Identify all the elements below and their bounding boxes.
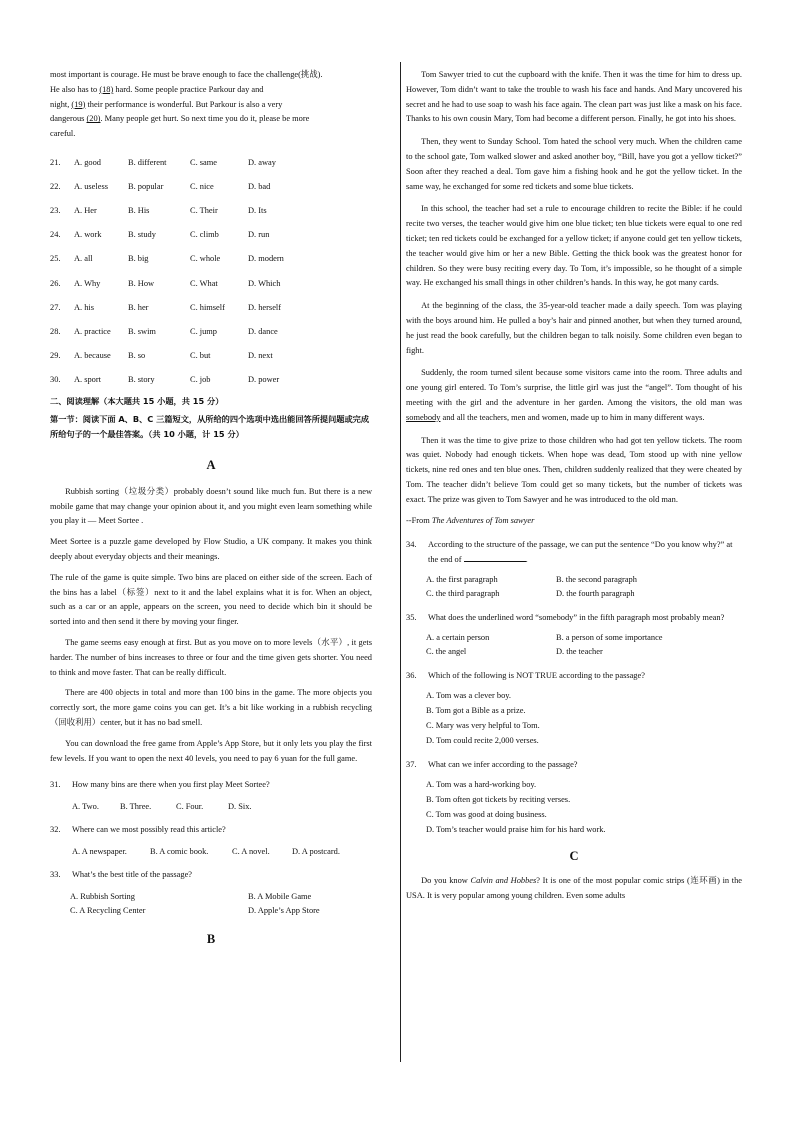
passage-a-p4: The game seems easy enough at first. But as you move on to more levels（水平）, it gets harder. The number of bins increases to three or four and the time given gets shorter. You need to think and move faster. That can be really difficult. bbox=[50, 638, 372, 677]
option[interactable]: A. Why bbox=[74, 278, 101, 288]
option[interactable]: A. sport bbox=[74, 375, 101, 385]
question-number: 29. bbox=[50, 351, 61, 361]
option[interactable]: D. herself bbox=[248, 302, 282, 312]
question-31: 31. How many bins are there when you first play Meet Sortee? A. Two. B. Three. C. Four. D. Six. bbox=[50, 778, 372, 814]
option[interactable]: C. jump bbox=[190, 326, 217, 336]
column-divider bbox=[400, 62, 401, 1062]
option[interactable]: D. dance bbox=[248, 326, 278, 336]
option[interactable]: B. A Mobile Game bbox=[248, 892, 312, 902]
option[interactable]: A. Tom was a clever boy. bbox=[426, 691, 511, 701]
option[interactable]: D. the fourth paragraph bbox=[556, 589, 635, 599]
question-number: 26. bbox=[50, 278, 61, 288]
option[interactable]: D. modern bbox=[248, 254, 284, 264]
option[interactable]: C. job bbox=[190, 375, 211, 385]
option[interactable]: C. Their bbox=[190, 205, 218, 215]
question-number: 23. bbox=[50, 205, 61, 215]
passage-b-p2: Then, they went to Sunday School. Tom hated the school very much. When the children came to the school gate, Tom walked slower and asked another boy, “Bill, have you got a yellow ticket?” Soon after they reached a deal. Tom gave him a fishing hook and he got the yellow ticket. In the same way, he exchanged for some red tickets and some blue tickets. bbox=[406, 137, 742, 191]
passage-a-letter: A bbox=[206, 457, 216, 472]
option[interactable]: B. the second paragraph bbox=[556, 575, 637, 585]
option[interactable]: B. big bbox=[128, 254, 149, 264]
option[interactable]: A. the first paragraph bbox=[426, 575, 498, 585]
option[interactable]: B. her bbox=[128, 302, 149, 312]
question-number: 24. bbox=[50, 230, 61, 240]
passage-b-source: --From The Adventures of Tom sawyer bbox=[406, 515, 535, 525]
option[interactable]: A. A newspaper. bbox=[72, 847, 127, 857]
passage-b-p1: Tom Sawyer tried to cut the cupboard with the knife. Then it was the time for him to dress up. However, Tom didn’t want to take the trouble to wash his face and hands. And Mary uncovered his secret and he had to use soap to wash his face again. The clean part was just like a mask on his face. Thanks to his own cousin Mary, Tom had become a different person. Finally, he got into his shoes. bbox=[406, 70, 742, 124]
option[interactable]: C. climb bbox=[190, 230, 219, 240]
option[interactable]: B. so bbox=[128, 351, 146, 361]
passage-a-p5: There are 400 objects in total and more than 100 bins in the game. The more objects you correctly sort, the more game coins you can get. It’s a bit like working in a rubbish recycling（回收利用）center, but it has no bad smell. bbox=[50, 688, 372, 728]
cloze-question bbox=[50, 295, 372, 319]
question-34: 34. According to the structure of the passage, we can put the sentence “Do you know why?” at the end of . A. the first paragraph B. the second paragraph C. the third paragraph D. the fourth paragraph bbox=[406, 538, 742, 601]
question-number: 27. bbox=[50, 302, 61, 312]
option[interactable]: C. himself bbox=[190, 302, 225, 312]
question-number: 30. bbox=[50, 375, 61, 385]
option[interactable]: D. Six. bbox=[228, 802, 252, 812]
option[interactable]: B. a person of some importance bbox=[556, 633, 663, 643]
passage-a-p1: Rubbish sorting（垃圾分类）probably doesn’t sound like much fun. But there is a new mobile game that may change your opinion about it, and you might even learn something while you play it — Meet Sortee . bbox=[50, 486, 372, 526]
passage-b-p6: Then it was the time to give prize to those children who had got ten yellow tickets. The room was quiet. Nobody had enough tickets. When hope was dead, Tom stood up with nine yellow tickets, nine red ones and ten blue ones. Then, children suddenly realized that they were cheated by Tom. The teacher didn’t believe Tom could get so many tickets, but the number of tickets was exact. The prize was given to Tom Sawyer and he was introduced to the old man. bbox=[406, 435, 742, 504]
option[interactable]: D. A postcard. bbox=[292, 847, 340, 857]
option[interactable]: C. Tom was good at doing business. bbox=[426, 810, 547, 820]
question-number: 28. bbox=[50, 326, 61, 336]
cloze-question bbox=[50, 343, 372, 367]
question-35: 35. What does the underlined word “somebody” in the fifth paragraph most probably mean? A. a certain person B. a person of some importance C. the angel D. the teacher bbox=[406, 611, 742, 659]
underlined-word: somebody bbox=[406, 412, 441, 422]
passage-b-p5: Suddenly, the room turned silent because some visitors came into the room. Three adults and one young girl entered. To Tom’s surprise, the little girl was just the “angel”. Tom thought of his meeting with the girl and the adventure in her garden. Among the visitors, the old man was somebody and all the teachers, men and women, made up to him in many different ways. bbox=[406, 368, 742, 422]
option[interactable]: A. his bbox=[74, 302, 95, 312]
option[interactable]: D. Tom’s teacher would praise him for his hard work. bbox=[426, 825, 606, 835]
question-number: 22. bbox=[50, 181, 61, 191]
option[interactable]: D. next bbox=[248, 351, 273, 361]
option[interactable]: B. Tom got a Bible as a prize. bbox=[426, 706, 526, 716]
option[interactable]: A. Tom was a hard-working boy. bbox=[426, 780, 537, 790]
question-33: 33. What’s the best title of the passage? A. Rubbish Sorting B. A Mobile Game C. A Recycling Center D. Apple’s App Store bbox=[50, 868, 372, 918]
cloze-question bbox=[50, 223, 372, 247]
option[interactable]: A. a certain person bbox=[426, 633, 490, 643]
option[interactable]: B. His bbox=[128, 205, 150, 215]
option[interactable]: D. Its bbox=[248, 205, 267, 215]
passage-b-letter: B bbox=[206, 932, 216, 947]
question-37: 37. What can we infer according to the passage? A. Tom was a hard-working boy. B. Tom often got tickets by reciting verses. C. Tom was good at doing business. D. Tom’s teacher would praise him for his hard work. bbox=[406, 758, 742, 837]
option[interactable]: A. Two. bbox=[72, 802, 99, 812]
section-title: 二、阅读理解（本大题共 15 小题，共 15 分） bbox=[50, 395, 224, 406]
cloze-question bbox=[50, 247, 372, 271]
option[interactable]: D. away bbox=[248, 157, 276, 167]
cloze-question bbox=[50, 150, 372, 174]
option[interactable]: A. because bbox=[74, 351, 111, 361]
option[interactable]: C. but bbox=[190, 351, 211, 361]
option[interactable]: D. Which bbox=[248, 278, 281, 288]
passage-b-p3: In this school, the teacher had set a rule to encourage children to recite the Bible: if he could recite two verses, the teacher would give him one blue ticket; ten blue tickets were equal to one red ticket; ten red tickets could be exchanged for a yellow ticket; if anyone could get ten yellow tickets, the teacher would give him or her a new Bible. Getting the thick book was the greatest honor for children. So they were busy reciting every day. To Tom, it’s impossible, so he thought of a simple way. He exchanged his small things in other children’s hands. In this way, he got many cards. bbox=[406, 204, 742, 288]
option[interactable]: B. swim bbox=[128, 326, 156, 336]
passage-a-p3: The rule of the game is quite simple. Two bins are placed on either side of the screen. Each of the bins has a label（标签）next to it and the label explains what it is for. When an object, such as a car or an apple, appears on the screen, you need to decide which bin it should be sorted into and then send it there by moving your finger. bbox=[50, 572, 372, 627]
option[interactable]: B. popular bbox=[128, 181, 164, 191]
section-instructions: 第一节：阅读下面 A、B、C 三篇短文，从所给的四个选项中选出能回答所提问题或完成所给句子的一个最佳答案。（共 10 小题，计 15 分） bbox=[50, 413, 370, 439]
option[interactable]: D. run bbox=[248, 230, 270, 240]
option[interactable]: A. Rubbish Sorting bbox=[70, 892, 135, 902]
cloze-question bbox=[50, 368, 372, 392]
cloze-question bbox=[50, 174, 372, 198]
option[interactable]: B. story bbox=[128, 375, 155, 385]
left-column bbox=[50, 68, 372, 947]
cloze-questions bbox=[50, 150, 372, 392]
option[interactable]: A. Her bbox=[74, 205, 97, 215]
question-32: 32. Where can we most possibly read this article? A. A newspaper. B. A comic book. C. A novel. D. A postcard. bbox=[50, 823, 372, 859]
option[interactable]: B. A comic book. bbox=[150, 847, 209, 857]
option[interactable]: C. Mary was very helpful to Tom. bbox=[426, 721, 540, 731]
option[interactable]: B. different bbox=[128, 157, 167, 167]
option[interactable]: D. power bbox=[248, 375, 280, 385]
option[interactable]: C. What bbox=[190, 278, 218, 288]
answer-blank[interactable] bbox=[464, 552, 526, 562]
option[interactable]: D. the teacher bbox=[556, 647, 603, 657]
option[interactable]: D. bad bbox=[248, 181, 271, 191]
blank-20: (20) bbox=[86, 114, 101, 124]
option[interactable]: C. nice bbox=[190, 181, 214, 191]
option[interactable]: C. whole bbox=[190, 254, 221, 264]
passage-a-p6: You can download the free game from Apple’s App Store, but it only lets you play the first few levels. If you want to open the next 40 levels, you need to pay 6 yuan for the full game. bbox=[50, 738, 372, 763]
option[interactable]: C. same bbox=[190, 157, 217, 167]
option[interactable]: A. all bbox=[74, 254, 93, 264]
question-36: 36. Which of the following is NOT TRUE according to the passage? A. Tom was a clever boy. B. Tom got a Bible as a prize. C. Mary was very helpful to Tom. D. Tom could recite 2,000 verses. bbox=[406, 669, 742, 748]
option[interactable]: D. Tom could recite 2,000 verses. bbox=[426, 736, 539, 746]
passage-b-p4: At the beginning of the class, the 35-year-old teacher made a daily speech. Tom was playing with the boys around him. He pulled a boy’s hair and pinned another, but when they turned around, he just read the book carefully, but the children began to talk noisily. Some children even began to fight. bbox=[406, 301, 742, 355]
cloze-question bbox=[50, 271, 372, 295]
blank-19: (19) bbox=[71, 99, 86, 109]
option[interactable]: A. practice bbox=[74, 326, 111, 336]
option[interactable]: A. useless bbox=[74, 181, 108, 191]
passage-c-p1: Do you know Calvin and Hobbes? It is one of the most popular comic strips (连环画) in the USA. It is very popular among young children. Even some adults bbox=[406, 876, 742, 901]
option[interactable]: A. good bbox=[74, 157, 101, 167]
option[interactable]: C. A Recycling Center bbox=[70, 906, 146, 916]
cloze-passage-end: most important is courage. He must be brave enough to face the challenge(挑战). He also has to (18) hard. Some people practice Parkour day and night, (19) their performance is wonderful. But Parkour is also a very dangerous (20). Many people get hurt. So next time you do it, please be more careful. bbox=[50, 70, 323, 139]
question-number: 25. bbox=[50, 254, 61, 264]
passage-a-p2: Meet Sortee is a puzzle game developed by Flow Studio, a UK company. It makes you think deeply about everyday objects and their meanings. bbox=[50, 537, 372, 562]
cloze-question bbox=[50, 198, 372, 222]
option[interactable]: B. Tom often got tickets by reciting verses. bbox=[426, 795, 571, 805]
option[interactable]: A. work bbox=[74, 230, 102, 240]
option[interactable]: C. the angel bbox=[426, 647, 467, 657]
option[interactable]: B. How bbox=[128, 278, 155, 288]
right-column bbox=[406, 68, 742, 904]
cloze-question bbox=[50, 319, 372, 343]
option[interactable]: D. Apple’s App Store bbox=[248, 906, 320, 916]
option[interactable]: B. Three. bbox=[120, 802, 152, 812]
option[interactable]: C. Four. bbox=[176, 802, 204, 812]
option[interactable]: C. the third paragraph bbox=[426, 589, 500, 599]
option[interactable]: B. study bbox=[128, 230, 156, 240]
blank-18: (18) bbox=[99, 84, 114, 94]
passage-c-letter: C bbox=[569, 849, 579, 864]
question-number: 21. bbox=[50, 157, 61, 167]
option[interactable]: C. A novel. bbox=[232, 847, 270, 857]
